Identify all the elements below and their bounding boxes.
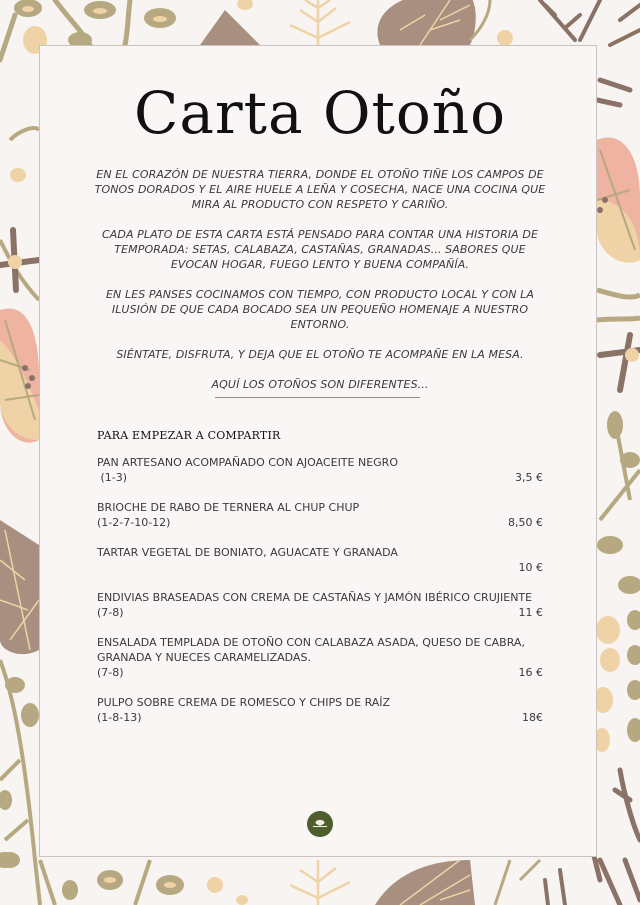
menu-title: Carta Otoño	[133, 79, 507, 147]
intro-paragraph: EN LES PANSES COCINAMOS CON TIEMPO, CON PRODUCTO LOCAL Y CON LA ILUSIÓN DE QUE CADA BOCADO SEA UN PEQUEÑO HOMENAJE A NUESTRO ENTORNO.	[105, 288, 535, 331]
dish-price: 3,5 €	[515, 471, 543, 484]
section-title: PARA EMPEZAR A COMPARTIR	[97, 429, 281, 442]
intro-paragraph: SIÉNTATE, DISFRUTA, Y DEJA QUE EL OTOÑO TE ACOMPAÑE EN LA MESA.	[116, 348, 524, 361]
dish-price: 10 €	[518, 561, 543, 574]
dish-name: PAN ARTESANO ACOMPAÑADO CON AJOACEITE NEGRO	[97, 456, 398, 469]
menu-items	[97, 455, 543, 725]
tree-logo-icon	[307, 811, 333, 837]
dish-price: 16 €	[518, 666, 543, 679]
menu-item	[97, 635, 543, 680]
menu-item	[97, 590, 543, 620]
dish-price: 18€	[522, 711, 543, 724]
dish-name: PULPO SOBRE CREMA DE ROMESCO Y CHIPS DE RAÍZ	[97, 696, 391, 709]
dish-price: 11 €	[518, 606, 543, 619]
allergens: (7-8)	[97, 666, 124, 679]
allergens: (7-8)	[97, 606, 124, 619]
dish-name: ENDIVIAS BRASEADAS CON CREMA DE CASTAÑAS Y JAMÓN IBÉRICO CRUJIENTE	[97, 591, 533, 604]
intro-paragraph: EN EL CORAZÓN DE NUESTRA TIERRA, DONDE EL OTOÑO TIÑE LOS CAMPOS DE TONOS DORADOS Y EL AIRE HUELE A LEÑA Y COSECHA, NACE UNA COCINA QUE MIRA AL PRODUCTO CON RESPETO Y CARIÑO.	[94, 168, 546, 211]
allergens: (1-3)	[97, 471, 128, 484]
intro-tagline: AQUÍ LOS OTOÑOS SON DIFERENTES...	[211, 378, 429, 391]
dish-price: 8,50 €	[508, 516, 543, 529]
menu-item	[97, 695, 543, 725]
menu-item	[97, 455, 543, 485]
intro-text	[90, 167, 550, 407]
divider	[215, 397, 420, 398]
restaurant-logo	[307, 811, 333, 837]
allergens: (1-8-13)	[97, 711, 142, 724]
dish-name: TARTAR VEGETAL DE BONIATO, AGUACATE Y GRANADA	[97, 546, 398, 559]
dish-name: ENSALADA TEMPLADA DE OTOÑO CON CALABAZA ASADA, QUESO DE CABRA, GRANADA Y NUECES CARAMELIZADAS.	[97, 636, 525, 664]
menu-item	[97, 545, 543, 575]
dish-name: BRIOCHE DE RABO DE TERNERA AL CHUP CHUP	[97, 501, 360, 514]
allergens: (1-2-7-10-12)	[97, 516, 171, 529]
menu-item	[97, 500, 543, 530]
intro-paragraph: CADA PLATO DE ESTA CARTA ESTÁ PENSADO PARA CONTAR UNA HISTORIA DE TEMPORADA: SETAS, CALABAZA, CASTAÑAS, GRANADAS... SABORES QUE EVOCAN HOGAR, FUEGO LENTO Y BUENA COMPAÑÍA.	[101, 228, 539, 271]
